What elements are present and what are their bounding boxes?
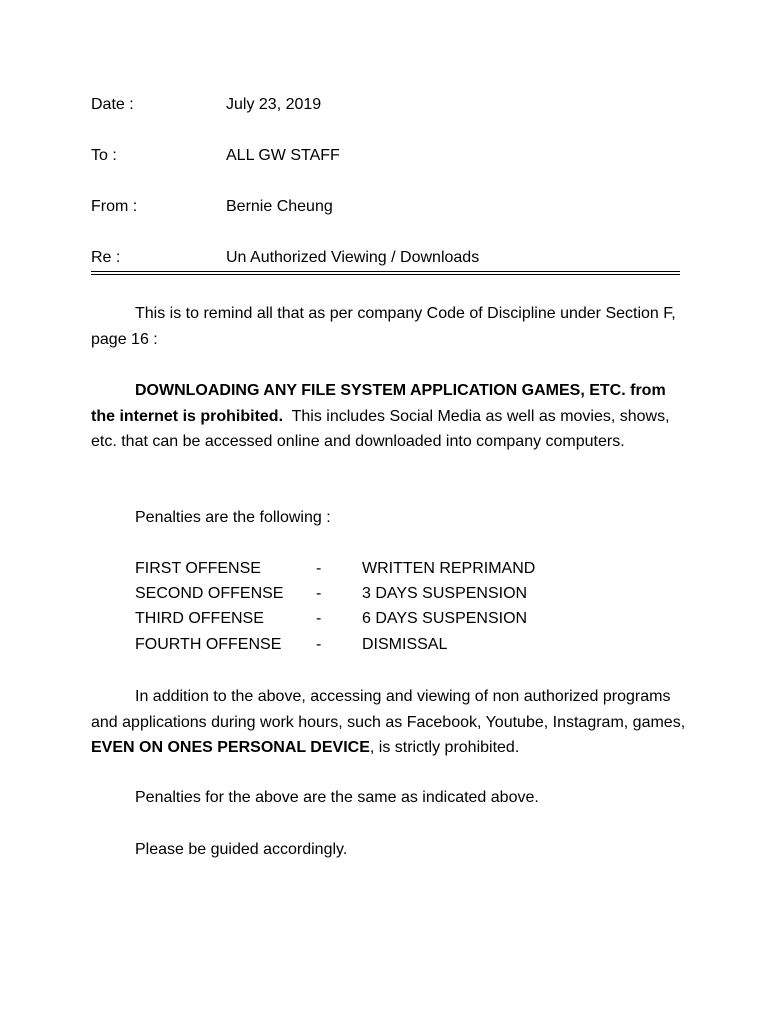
penalties-intro: Penalties are the following :	[135, 509, 331, 526]
rule-rest-text: This includes Social Media as well as movies, shows, etc. that can be accessed online and downloaded into company computers.	[91, 407, 670, 450]
offense-dash: -	[316, 585, 322, 602]
penalty-label: DISMISSAL	[362, 636, 448, 653]
penalty-label: 6 DAYS SUSPENSION	[362, 610, 528, 627]
offense-label: FOURTH OFFENSE	[135, 636, 282, 653]
from-label: From :	[91, 198, 138, 215]
closing-line: Please be guided accordingly.	[135, 841, 348, 858]
addition-text-before: In addition to the above, accessing and viewing of non authorized programs and applications during work hours, such as Facebook, Youtube, Instagram, games,	[91, 688, 686, 731]
date-value: July 23, 2019	[226, 96, 322, 113]
rule-paragraph	[91, 378, 691, 455]
offense-dash: -	[316, 560, 322, 577]
offense-dash: -	[316, 610, 322, 627]
addition-text-after: , is strictly prohibited.	[369, 739, 520, 756]
offense-label: FIRST OFFENSE	[135, 560, 261, 577]
date-label: Date :	[91, 96, 134, 113]
from-value: Bernie Cheung	[226, 198, 333, 215]
intro-text: This is to remind all that as per company Code of Discipline under Section F, page 16 :	[91, 305, 676, 348]
offense-dash: -	[316, 636, 322, 653]
header-rule-bottom	[91, 274, 680, 275]
to-label: To :	[91, 147, 117, 164]
rule-bold-text: DOWNLOADING ANY FILE SYSTEM APPLICATION GAMES, ETC. from the internet is prohibited.	[91, 382, 666, 425]
intro-paragraph	[91, 301, 691, 352]
to-value: ALL GW STAFF	[226, 147, 340, 164]
header-rule-top	[91, 271, 680, 272]
addition-paragraph	[91, 684, 691, 761]
same-penalties-line: Penalties for the above are the same as indicated above.	[135, 789, 539, 806]
addition-bold-text: EVEN ON ONES PERSONAL DEVICE	[91, 739, 370, 756]
penalty-label: WRITTEN REPRIMAND	[362, 560, 536, 577]
penalty-label: 3 DAYS SUSPENSION	[362, 585, 528, 602]
offense-label: SECOND OFFENSE	[135, 585, 284, 602]
re-label: Re :	[91, 249, 121, 266]
re-value: Un Authorized Viewing / Downloads	[226, 249, 480, 266]
offense-label: THIRD OFFENSE	[135, 610, 264, 627]
